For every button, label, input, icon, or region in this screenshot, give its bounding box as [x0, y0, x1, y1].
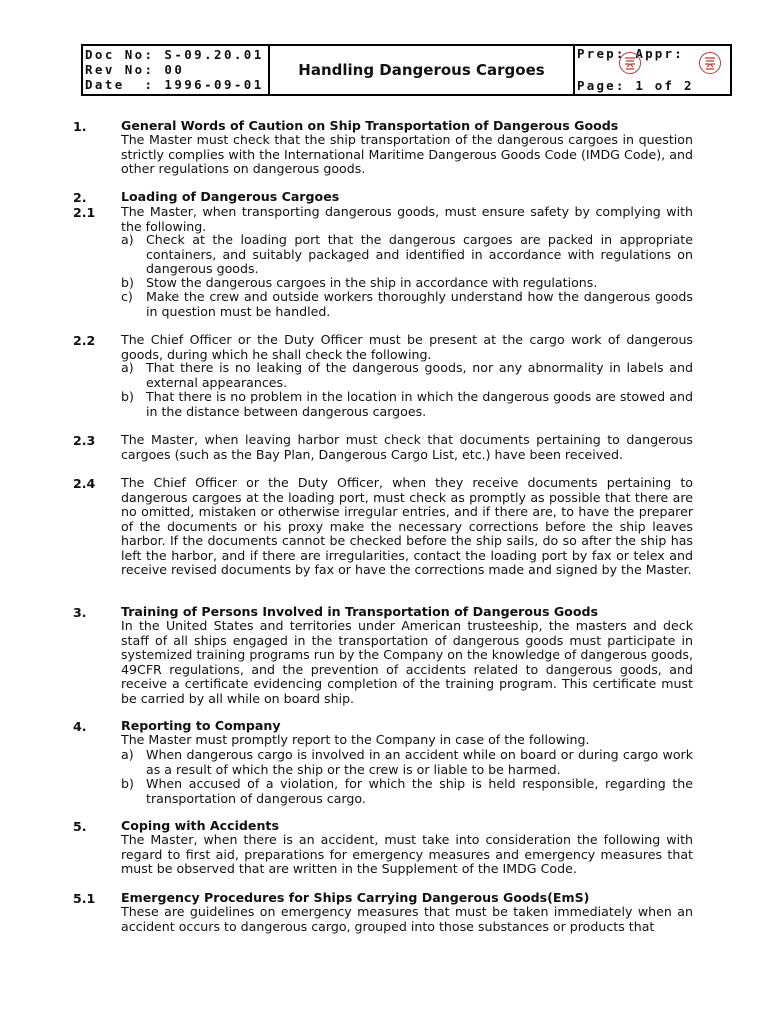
section-number: 2.4 [73, 476, 96, 491]
prep-appr-label: Prep: Appr: [577, 46, 684, 61]
section-text: These are guidelines on emergency measures that must be taken immediately when an accident occurs to dangerous cargo, grouped into those substances or products that [121, 904, 693, 934]
list-text: That there is no leaking of the dangerous goods, nor any abnormality in labels and external appearances. [146, 360, 693, 390]
list-marker: c) [121, 289, 133, 304]
page-indicator: Page: 1 of 2 [577, 78, 694, 93]
list-marker: a) [121, 747, 134, 762]
document-header [81, 44, 732, 96]
section-number: 2. [73, 190, 87, 205]
section-heading: Reporting to Company [121, 718, 281, 733]
section-heading: Coping with Accidents [121, 818, 279, 833]
section-text: The Master, when leaving harbor must check that documents pertaining to dangerous cargoes (such as the Bay Plan, Dangerous Cargo List, etc.) have been received. [121, 432, 693, 462]
section-text: The Master must check that the ship transportation of the dangerous cargoes in question strictly complies with the International Maritime Dangerous Goods Code (IMDG Code), and other regulations on dangerous goods. [121, 132, 693, 176]
section-number: 2.2 [73, 333, 96, 348]
doc-date: Date : 1996-09-01 [85, 77, 264, 92]
list-text: That there is no problem in the location in which the dangerous goods are stowed and in the distance between dangerous cargoes. [146, 389, 693, 419]
list-marker: b) [121, 776, 134, 791]
section-number: 3. [73, 605, 87, 620]
section-number: 5. [73, 819, 87, 834]
document-title: Handling Dangerous Cargoes [270, 46, 575, 94]
section-heading: General Words of Caution on Ship Transportation of Dangerous Goods [121, 118, 619, 133]
section-text: The Master, when transporting dangerous goods, must ensure safety by complying with the following. [121, 204, 693, 234]
approval-cell [575, 46, 730, 94]
prep-seal-icon [619, 52, 641, 74]
doc-number: Doc No: S-09.20.01 [85, 47, 264, 62]
list-text: Make the crew and outside workers thoroughly understand how the dangerous goods in question must be handled. [146, 289, 693, 319]
doc-info-cell [83, 46, 270, 94]
appr-seal-icon [699, 52, 721, 74]
section-heading: Emergency Procedures for Ships Carrying Dangerous Goods(EmS) [121, 890, 590, 905]
section-heading: Loading of Dangerous Cargoes [121, 189, 340, 204]
list-text: When dangerous cargo is involved in an accident while on board or during cargo work as a result of which the ship or the crew is or liable to be harmed. [146, 747, 693, 777]
section-text: The Master, when there is an accident, must take into consideration the following with regard to first aid, preparations for emergency measures and emergency measures that must be observed that are written in the Supplement of the IMDG Code. [121, 832, 693, 876]
section-number: 2.1 [73, 205, 96, 220]
list-marker: b) [121, 389, 134, 404]
section-number: 5.1 [73, 891, 96, 906]
section-text: In the United States and territories under American trusteeship, the masters and deck staff of all ships engaged in the transportation of dangerous goods must participate in systemized training programs run by the Company on the knowledge of dangerous goods, 49CFR regulations, and the prevention of accidents related to dangerous goods, and receive a certificate evidencing completion of the training program. This certificate must be carried by all while on board ship. [121, 618, 693, 706]
section-number: 2.3 [73, 433, 96, 448]
list-marker: b) [121, 275, 134, 290]
list-text: When accused of a violation, for which the ship is held responsible, regarding the transportation of dangerous cargo. [146, 776, 693, 806]
section-text: The Chief Officer or the Duty Officer, when they receive documents pertaining to dangerous cargoes at the loading port, must check as promptly as possible that there are no omitted, mistaken or otherwise irregular entries, and if there are, to have the preparer of the documents or his proxy make the necessary corrections before the ship leaves harbor. If the documents cannot be checked before the ship sails, do so after the ship has left the harbor, and if there are irregularities, contact the loading port by fax or telex and receive revised documents by fax or have the corrections made and signed by the Master. [121, 475, 693, 577]
section-text: The Chief Officer or the Duty Officer must be present at the cargo work of dangerous goods, during which he shall check the following. [121, 332, 693, 362]
list-marker: a) [121, 360, 134, 375]
section-text: The Master must promptly report to the Company in case of the following. [121, 732, 590, 747]
section-number: 4. [73, 719, 87, 734]
list-marker: a) [121, 232, 134, 247]
list-text: Check at the loading port that the dangerous cargoes are packed in appropriate containers, and suitably packaged and identified in accordance with regulations on dangerous goods. [146, 232, 693, 276]
section-heading: Training of Persons Involved in Transportation of Dangerous Goods [121, 604, 598, 619]
section-number: 1. [73, 119, 87, 134]
rev-number: Rev No: 00 [85, 62, 185, 77]
list-text: Stow the dangerous cargoes in the ship in accordance with regulations. [146, 275, 598, 290]
